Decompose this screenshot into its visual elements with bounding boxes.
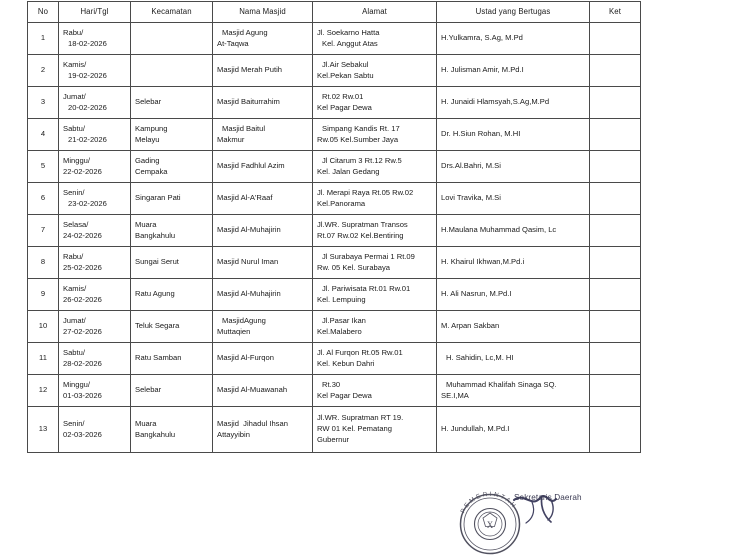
masjid-line: Masjid Al-Muhajirin [217,289,281,299]
masjid-line: Masjid Fadhlul Azim [217,161,285,171]
cell-kecamatan [131,119,213,151]
table-row [28,151,641,183]
cell-nama-masjid [213,247,313,279]
column-header-ket: Ket [590,2,641,23]
hari-line: Minggu/ [63,155,91,165]
hari-line: Rabu/ [63,251,84,261]
masjid-line: Attayyibin [217,429,250,439]
cell-ustad [437,343,590,375]
masjid-line: Masjid Merah Putih [217,65,282,75]
alamat-line: Rt.02 Rw.01 [322,91,364,101]
cell-ket [590,407,641,453]
cell-ket [590,343,641,375]
signature-title: Sekretaris Daerah [514,493,582,502]
table-row [28,215,641,247]
masjid-line: Masjid Agung [222,27,268,37]
alamat-line: RW 01 Kel. Pematang [317,424,392,434]
cell-kecamatan [131,215,213,247]
cell-ustad [437,183,590,215]
cell-hari-tgl [59,55,131,87]
ustad-line: Dr. H.Siun Rohan, M.HI [441,129,521,139]
tgl-line: 25-02-2026 [63,262,102,272]
cell-nama-masjid [213,375,313,407]
alamat-line: Kel.Panorama [317,198,366,208]
cell-ket [590,247,641,279]
alamat-line: Jl.WR. Supratman Transos [317,219,408,229]
cell-alamat [313,119,437,151]
cell-kecamatan [131,55,213,87]
hari-line: Senin/ [63,418,85,428]
alamat-line: Rt.07 Rw.02 Kel.Bentiring [317,230,404,240]
cell-kecamatan [131,279,213,311]
alamat-line: Jl. Merapi Raya Rt.05 Rw.02 [317,187,414,197]
masjid-line: Muttaqien [217,326,251,336]
cell-alamat [313,279,437,311]
hari-line: Senin/ [63,187,85,197]
cell-ustad [437,375,590,407]
cell-kecamatan [131,407,213,453]
cell-no: 10 [28,311,59,343]
tgl-line: 28-02-2026 [63,358,102,368]
hari-line: Sabtu/ [63,347,85,357]
cell-nama-masjid [213,343,313,375]
cell-nama-masjid [213,151,313,183]
stamp-ring-text: PEMERINTAH [459,490,519,515]
alamat-line: Jl Citarum 3 Rt.12 Rw.5 [322,155,402,165]
alamat-line: Kel Pagar Dewa [317,390,372,400]
tgl-line: 20-02-2026 [68,102,107,112]
alamat-line: Kel. Kebun Dahri [317,358,375,368]
masjid-line: Masjid Al-A'Raaf [217,193,273,203]
kecamatan-line: Cempaka [135,166,168,176]
cell-kecamatan [131,375,213,407]
cell-ustad [437,247,590,279]
cell-hari-tgl [59,247,131,279]
alamat-line: Kel Pagar Dewa [317,102,372,112]
alamat-line: Rt.30 [322,379,341,389]
cell-ket [590,151,641,183]
kecamatan-line: Selebar [135,97,162,107]
alamat-line: Jl Surabaya Permai 1 Rt.09 [322,251,415,261]
cell-alamat [313,55,437,87]
tgl-line: 21-02-2026 [68,134,107,144]
alamat-line: Kel.Malabero [317,326,362,336]
cell-no: 2 [28,55,59,87]
ustad-line: M. Arpan Sakban [441,321,500,331]
masjid-line: Masjid Al-Furqon [217,353,274,363]
table-row [28,119,641,151]
ustad-line: H.Maulana Muhammad Qasim, Lc [441,225,557,235]
ustad-line: H. Ali Nasrun, M.Pd.I [441,289,512,299]
kecamatan-line: Singaran Pati [135,193,181,203]
cell-alamat [313,375,437,407]
cell-no: 12 [28,375,59,407]
alamat-line: Simpang Kandis Rt. 17 [322,123,400,133]
alamat-line: Kel. Anggut Atas [322,38,378,48]
cell-no: 11 [28,343,59,375]
alamat-line: Jl.Pasar Ikan [322,315,366,325]
column-header-ustad: Ustad yang Bertugas [437,2,590,23]
schedule-table-container [27,1,640,453]
table-row [28,23,641,55]
hari-line: Jumat/ [63,315,86,325]
tgl-line: 01-03-2026 [63,390,102,400]
tgl-line: 27-02-2026 [63,326,102,336]
ustad-line: H. Sahidin, Lc,M. HI [446,353,514,363]
hari-line: Minggu/ [63,379,91,389]
masjid-line: Masjid Jihadul Ihsan [217,418,288,428]
hari-line: Kamis/ [63,283,87,293]
cell-hari-tgl [59,119,131,151]
column-header-alamat: Alamat [313,2,437,23]
hari-line: Sabtu/ [63,123,85,133]
kecamatan-line: Selebar [135,385,162,395]
cell-ustad [437,55,590,87]
cell-kecamatan [131,151,213,183]
table-row [28,87,641,119]
table-row [28,55,641,87]
masjid-line: Makmur [217,134,245,144]
cell-hari-tgl [59,23,131,55]
cell-no: 3 [28,87,59,119]
kecamatan-line: Gading [135,155,160,165]
ustad-line: Muhammad Khalifah Sinaga SQ. [446,379,557,389]
tgl-line: 19-02-2026 [68,70,107,80]
cell-no: 7 [28,215,59,247]
kecamatan-line: Ratu Agung [135,289,175,299]
table-row [28,407,641,453]
cell-no: 4 [28,119,59,151]
cell-ustad [437,215,590,247]
kecamatan-line: Kampung [135,123,168,133]
alamat-line: Kel. Jalan Gedang [317,166,380,176]
cell-nama-masjid [213,215,313,247]
table-row [28,183,641,215]
cell-no: 6 [28,183,59,215]
cell-ustad [437,119,590,151]
cell-nama-masjid [213,55,313,87]
ustad-line: H. Jundullah, M.Pd.I [441,424,510,434]
cell-nama-masjid [213,183,313,215]
table-row [28,247,641,279]
alamat-line: Rw.05 Kel.Sumber Jaya [317,134,399,144]
cell-ket [590,311,641,343]
alamat-line: Kel. Lempuing [317,294,366,304]
cell-nama-masjid [213,87,313,119]
kecamatan-line: Bangkahulu [135,429,176,439]
masjid-line: Masjid Al-Muawanah [217,385,288,395]
cell-ket [590,183,641,215]
ustad-line: Drs.Al.Bahri, M.Si [441,161,501,171]
cell-kecamatan [131,23,213,55]
table-row [28,375,641,407]
ustad-line: SE.I,MA [441,390,469,400]
cell-nama-masjid [213,311,313,343]
hari-line: Rabu/ [63,27,84,37]
cell-ket [590,55,641,87]
cell-alamat [313,407,437,453]
cell-alamat [313,311,437,343]
column-header-hari: Hari/Tgl [59,2,131,23]
cell-ustad [437,87,590,119]
tgl-line: 23-02-2026 [68,198,107,208]
cell-ustad [437,151,590,183]
alamat-line: Jl. Soekarno Hatta [317,27,380,37]
cell-alamat [313,343,437,375]
cell-nama-masjid [213,119,313,151]
masjid-line: Masjid Nurul Iman [217,257,279,267]
kecamatan-line: Sungai Serut [135,257,179,267]
hari-line: Jumat/ [63,91,86,101]
cell-alamat [313,151,437,183]
alamat-line: Rw. 05 Kel. Surabaya [317,262,391,272]
alamat-line: Jl.WR. Supratman RT 19. [317,413,404,423]
tgl-line: 18-02-2026 [68,38,107,48]
cell-hari-tgl [59,183,131,215]
column-header-kecamatan: Kecamatan [131,2,213,23]
kecamatan-line: Ratu Samban [135,353,182,363]
ustad-line: H.Yulkamra, S.Ag, M.Pd [441,33,523,43]
tgl-line: 26-02-2026 [63,294,102,304]
masjid-line: At-Taqwa [217,38,249,48]
ustad-line: H. Julisman Amir, M.Pd.I [441,65,524,75]
kecamatan-line: Muara [135,219,157,229]
table-body [28,23,641,453]
cell-alamat [313,87,437,119]
cell-no: 13 [28,407,59,453]
cell-nama-masjid [213,23,313,55]
stamp-center-glyph: X [486,520,494,530]
cell-no: 5 [28,151,59,183]
cell-ustad [437,407,590,453]
cell-hari-tgl [59,343,131,375]
cell-no: 1 [28,23,59,55]
cell-kecamatan [131,343,213,375]
masjid-line: Masjid Baitul [222,123,266,133]
cell-hari-tgl [59,279,131,311]
cell-nama-masjid [213,407,313,453]
masjid-line: MasjidAgung [222,315,266,325]
column-header-nama-masjid: Nama Masjid [213,2,313,23]
cell-nama-masjid [213,279,313,311]
cell-hari-tgl [59,407,131,453]
cell-ket [590,87,641,119]
table-row [28,311,641,343]
alamat-line: Gubernur [317,434,350,444]
cell-kecamatan [131,87,213,119]
cell-kecamatan [131,183,213,215]
cell-alamat [313,247,437,279]
cell-no: 9 [28,279,59,311]
schedule-table [27,1,641,453]
cell-ket [590,215,641,247]
masjid-line: Masjid Al-Muhajirin [217,225,281,235]
alamat-line: Jl. Pariwisata Rt.01 Rw.01 [322,283,411,293]
cell-ustad [437,23,590,55]
cell-hari-tgl [59,87,131,119]
cell-ustad [437,311,590,343]
cell-hari-tgl [59,311,131,343]
cell-kecamatan [131,311,213,343]
cell-ket [590,23,641,55]
alamat-line: Jl.Air Sebakul [322,59,369,69]
ustad-line: H. Junaidi Hlamsyah,S.Ag,M.Pd [441,97,550,107]
cell-hari-tgl [59,375,131,407]
table-header [28,2,641,23]
alamat-line: Jl. Al Furqon Rt.05 Rw.01 [317,347,403,357]
cell-alamat [313,215,437,247]
hari-line: Kamis/ [63,59,87,69]
cell-ustad [437,279,590,311]
cell-ket [590,375,641,407]
table-row [28,343,641,375]
ustad-line: H. Khairul Ikhwan,M.Pd.i [441,257,525,267]
cell-no: 8 [28,247,59,279]
column-header-no: No [28,2,59,23]
alamat-line: Kel.Pekan Sabtu [317,70,374,80]
cell-hari-tgl [59,215,131,247]
kecamatan-line: Teluk Segara [135,321,180,331]
ustad-line: Lovi Travika, M.Si [441,193,501,203]
tgl-line: 24-02-2026 [63,230,102,240]
table-header-row [28,2,641,23]
cell-alamat [313,183,437,215]
tgl-line: 22-02-2026 [63,166,102,176]
hari-line: Selasa/ [63,219,89,229]
kecamatan-line: Muara [135,418,157,428]
kecamatan-line: Melayu [135,134,160,144]
cell-hari-tgl [59,151,131,183]
kecamatan-line: Bangkahulu [135,230,176,240]
masjid-line: Masjid Baiturrahim [217,97,280,107]
cell-alamat [313,23,437,55]
signature-block [452,484,702,544]
cell-kecamatan [131,247,213,279]
table-row [28,279,641,311]
cell-ket [590,119,641,151]
cell-ket [590,279,641,311]
tgl-line: 02-03-2026 [63,429,102,439]
